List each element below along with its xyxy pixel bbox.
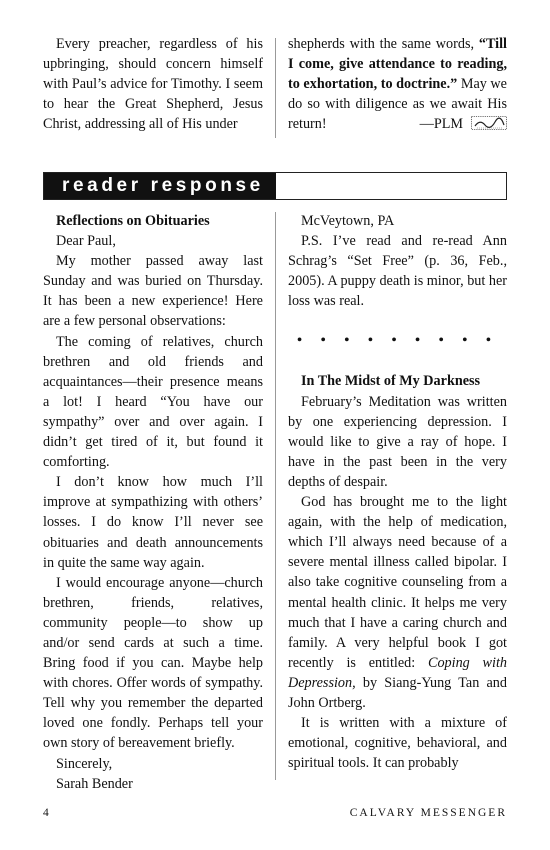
top-column-rule	[275, 38, 276, 138]
letter1-paragraph: I would encourage anyone—church brethren, friends, relatives, community people—to show up and/or send cards at such a time. Bring food if you can. Maybe help with chores. Offer words of sympathy. Tell why you remember the departed loved one fondly. Perhaps tell your own story of bereavement briefly.	[43, 574, 263, 752]
letter1-heading: Reflections on Obituaries	[56, 213, 210, 229]
letter1-paragraph: My mother passed away last Sunday and was buried on Thursday. It has been a new experience! Here are a few personal observations:	[43, 253, 263, 330]
letter1-paragraph: The coming of relatives, church brethren and old friends and acquaintances—their presence means a lot! I heard “You have our sympathy” over and over again. I didn’t get tired of it, but found it comforting.	[43, 333, 263, 471]
right-column	[288, 211, 507, 773]
letter2-paragraph: February’s Meditation was written by one experiencing depression. I would like to give a ray of hope. I have in the past been in the very depths of despair.	[288, 393, 507, 490]
letter2-paragraph: God has brought me to the light again, with the help of medication, which I’ll always need because of a severe mental illness called bipolar. I also take cognitive counseling from a mental health clinic. It helps me very much that I have a caring church and family. A very helpful book I got recently is entitled: Coping with Depression, by Siang-Yung Tan and John Ortberg.	[288, 494, 507, 711]
letter1-postscript: P.S. I’ve read and re-read Ann Schrag’s “Set Free” (p. 36, Feb., 2005). A puppy death is minor, but her loss was real.	[288, 233, 507, 310]
publication-name: CALVARY MESSENGER	[349, 807, 507, 819]
bible-quote: “Till I come, give attendance to reading, to exhortation, to doctrine.”	[288, 36, 507, 93]
letter1-closing: Sincerely,	[56, 755, 113, 772]
top-right-column	[288, 34, 507, 134]
plm-signoff: —PLM	[420, 114, 507, 134]
letter2-paragraph: It is written with a mixture of emotional, cognitive, behavioral, and spiritual tools. It can probably	[288, 715, 507, 772]
top-left-paragraph: Every preacher, regardless of his upbringing, should concern himself with Paul’s advice for Timothy. I seem to hear the Great Shepherd, Jesus Christ, addressing all of His under	[43, 36, 263, 133]
column-rule	[275, 212, 276, 780]
letter2-heading: In The Midst of My Darkness	[301, 373, 481, 390]
letter1-paragraph: I don’t know how much I’ll improve at sympathizing with others’ losses. I do know I’ll never see obituaries and death announcements in quite the same way again.	[43, 474, 263, 571]
book-title: Coping with Depression,	[288, 654, 507, 691]
letter1-location: McVeytown, PA	[301, 213, 395, 229]
top-right-paragraph: shepherds with the same words, “Till I come, give attendance to reading, to exhortation, to doctrine.” May we do so with diligence as we await His return! —PLM	[288, 34, 507, 134]
letter1-author: Sarah Bender	[56, 775, 133, 792]
section-header	[43, 172, 507, 200]
left-column	[43, 211, 263, 794]
section-divider: • • • • • • • • •	[296, 332, 499, 350]
signature-mark-icon	[471, 116, 507, 130]
top-left-column	[43, 34, 263, 134]
letter1-salutation: Dear Paul,	[56, 233, 116, 250]
section-title: reader response	[44, 173, 276, 199]
page-number: 4	[43, 807, 49, 819]
